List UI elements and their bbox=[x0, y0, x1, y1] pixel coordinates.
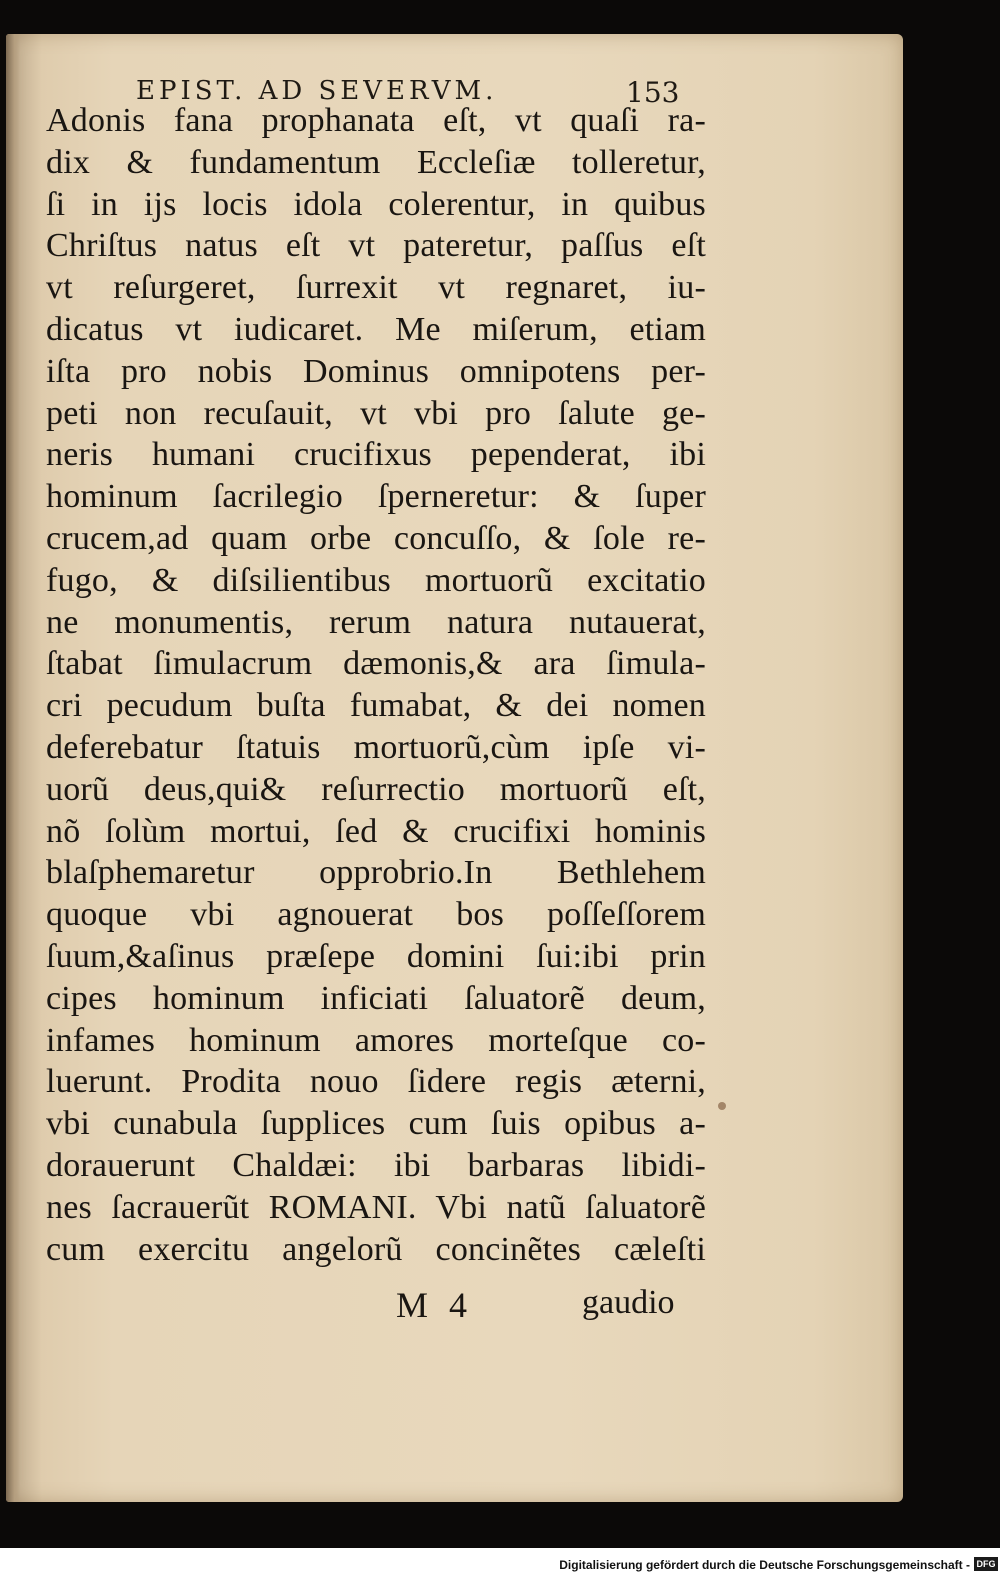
text-line: dorauerunt Chaldæi: ibi barbaras libidi- bbox=[46, 1146, 706, 1184]
text-line: fugo, & diſsilientibus mortuorũ excitatio bbox=[46, 561, 706, 599]
text-line: ſuum,&aſinus præſepe domini ſui:ibi prin bbox=[46, 937, 706, 975]
book-page bbox=[6, 34, 903, 1502]
running-title: EPIST. AD SEVERVM. bbox=[136, 76, 498, 106]
footer-bar bbox=[0, 1548, 1000, 1584]
text-line: dix & fundamentum Eccleſiæ tolleretur, bbox=[46, 143, 706, 181]
text-line: Adonis fana prophanata eſt, vt quaſi ra- bbox=[46, 102, 706, 139]
text-line: neris humani crucifixus pependerat, ibi bbox=[46, 436, 706, 474]
text-line: peti non recuſauit, vt vbi pro ſalute ge- bbox=[46, 394, 706, 432]
text-line: blaſphemaretur opprobrio.In Bethlehem bbox=[46, 854, 706, 892]
text-line: dicatus vt iudicaret. Me miſerum, etiam bbox=[46, 310, 706, 348]
text-line: hominum ſacrilegio ſperneretur: & ſuper bbox=[46, 478, 706, 516]
text-line: ne monumentis, rerum natura nutauerat, bbox=[46, 603, 706, 641]
signature-mark: M 4 bbox=[396, 1285, 474, 1325]
text-line: cum exercitu angelorũ concinẽtes cæleſti bbox=[46, 1230, 706, 1268]
text-line: quoque vbi agnouerat bos poſſeſſorem bbox=[46, 896, 706, 934]
page-number: 153 bbox=[626, 76, 680, 109]
text-line: deferebatur ſtatuis mortuorũ,cùm ipſe vi- bbox=[46, 728, 706, 766]
text-line: iſta pro nobis Dominus omnipotens per- bbox=[46, 352, 706, 390]
text-line: ſtabat ſimulacrum dæmonis,& ara ſimula- bbox=[46, 645, 706, 683]
text-line: ſi in ijs locis idola colerentur, in quibus bbox=[46, 185, 706, 223]
footer-credit: Digitalisierung gefördert durch die Deutsche Forschungsgemeinschaft - bbox=[559, 1558, 970, 1572]
page-gutter-edge bbox=[6, 34, 20, 1502]
text-line: luerunt. Prodita nouo ſidere regis æterni, bbox=[46, 1063, 706, 1101]
text-line: nõ ſolùm mortui, ſed & crucifixi hominis bbox=[46, 812, 706, 850]
signature-line bbox=[6, 1284, 903, 1334]
text-line: infames hominum amores morteſque co- bbox=[46, 1021, 706, 1059]
text-line: nes ſacrauerũt ROMANI. Vbi natũ ſaluatorẽ bbox=[46, 1188, 706, 1226]
text-line: vt reſurgeret, ſurrexit vt regnaret, iu- bbox=[46, 269, 706, 307]
text-line: Chriſtus natus eſt vt pateretur, paſſus eſt bbox=[46, 227, 706, 265]
ink-smudge bbox=[718, 1102, 726, 1110]
text-line: uorũ deus,qui& reſurrectio mortuorũ eſt, bbox=[46, 770, 706, 808]
text-line: cipes hominum inficiati ſaluatorẽ deum, bbox=[46, 979, 706, 1017]
body-text bbox=[46, 100, 706, 1270]
text-line: crucem,ad quam orbe concuſſo, & ſole re- bbox=[46, 519, 706, 557]
catchword: gaudio bbox=[582, 1284, 675, 1321]
text-line: cri pecudum buſta fumabat, & dei nomen bbox=[46, 687, 706, 725]
text-line: vbi cunabula ſupplices cum ſuis opibus a- bbox=[46, 1105, 706, 1143]
dfg-logo-icon: DFG bbox=[974, 1557, 998, 1571]
